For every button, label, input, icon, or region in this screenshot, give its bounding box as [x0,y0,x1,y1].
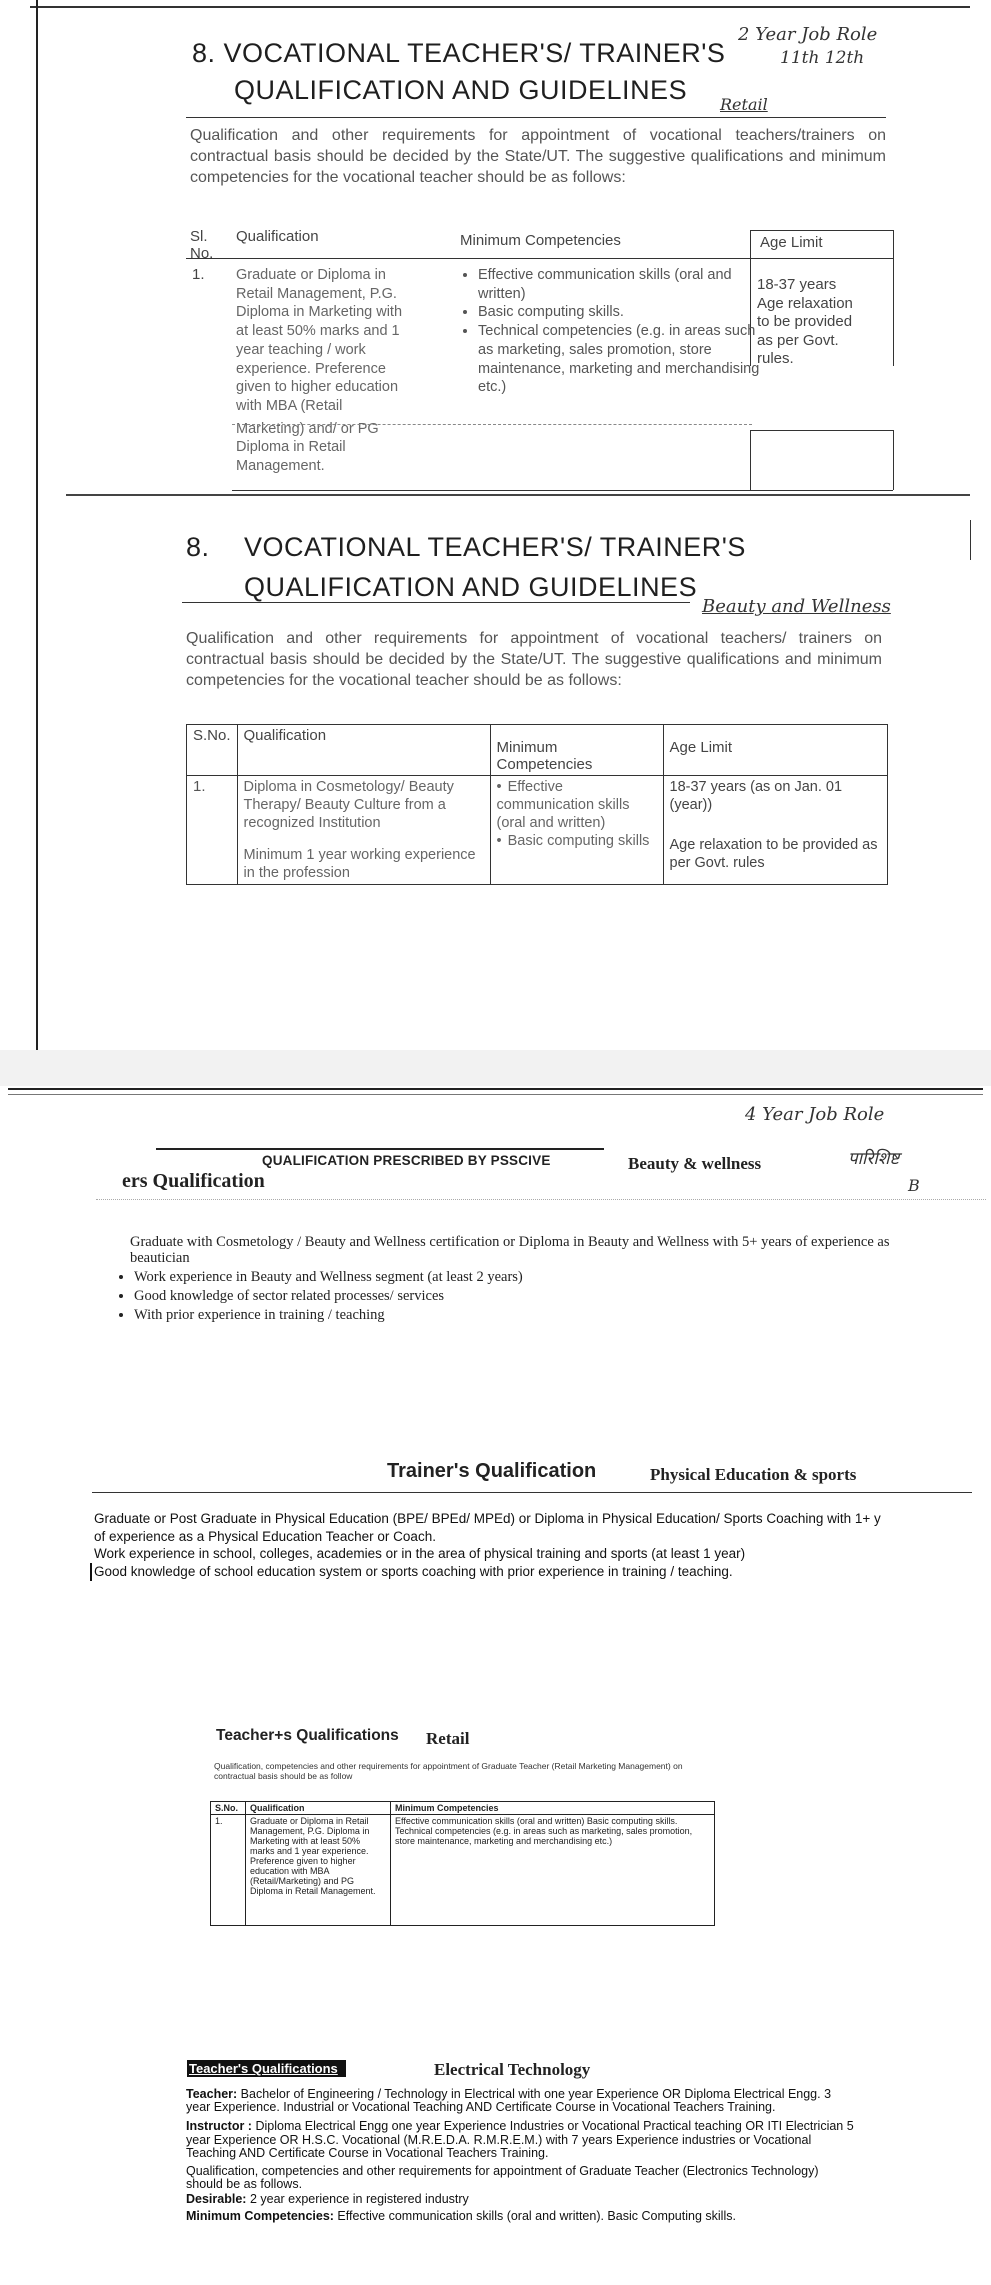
handwritten-classes: 11th 12th [780,48,865,68]
electrical-banner: Teacher's Qualifications [187,2060,346,2077]
retail-lower-col-rule [750,430,751,490]
retail-qual-line: Retail Management, P.G. [236,285,397,302]
beauty-th-sno: S.No. [187,725,238,776]
pe-heading-rule [92,1492,972,1493]
instructor-text: Diploma Electrical Engg one year Experience Industries or Vocational Practical teaching OR ITI Electrician 5 year Experience OR H.S.C. Vocational (M.R.E.D.A. R.M.R.E.M.) with 7 years Experience industries or Vocational Teaching AND Certificate Course in Vocational Teachers Training. [186,2119,854,2160]
retail-th-competencies: Minimum Competencies [460,232,621,249]
beauty-th-age: Age Limit [663,725,887,776]
beauty-qualification-b: Minimum 1 year working experience in the profession [243,847,476,881]
beauty-table-row [187,776,888,885]
electrical-subject: Electrical Technology [434,2060,591,2079]
min-comp-label: Minimum Competencies: [186,2208,334,2223]
retail-qual-line: Diploma in Retail [236,439,346,456]
page-right-mark [970,520,971,560]
page-left-rule [36,0,38,1050]
electrical-teacher-para [186,2088,854,2114]
beauty-age-a: 18-37 years (as on Jan. 01 (year)) [669,779,843,813]
age-line: rules. [757,350,794,367]
beauty-qualification-a: Diploma in Cosmetology/ Beauty Therapy/ Beauty Culture from a recognized Institution [243,779,454,831]
page2-top-rule-2 [8,1094,983,1095]
electrical-mincomp-para [186,2210,854,2223]
pe-margin-mark [90,1563,92,1581]
retail-heading-underline [186,117,886,118]
psscive-subject: Beauty & wellness [628,1154,762,1173]
retail-table-right-rule [893,230,894,366]
retail-qual-line: given to higher education [236,379,399,396]
retail-page-break-rule [232,424,752,425]
retail-lower-top-rule [750,430,893,431]
retail-small-row [211,1815,715,1926]
beauty-heading-line2: QUALIFICATION AND GUIDELINES [244,572,698,602]
instructor-label: Instructor : [186,2119,252,2134]
pe-heading: Trainer's Qualification [387,1460,597,1482]
scanned-page-2 [0,1086,991,2285]
psscive-subheading: ers Qualification [122,1170,265,1192]
retail-lower-bottom-rule [232,490,893,491]
competency-item: • Technical competencies (e.g. in areas such as marketing, sales promotion, store maintenance, marketing and merchandising etc.) [478,322,768,397]
retail-small-table [210,1801,715,1926]
retail-lower-right-rule [893,430,894,490]
competency-item: • Effective communication skills (oral and written) [478,266,768,303]
teacher-text: Bachelor of Engineering / Technology in Electrical with one year Experience OR Diploma Electrical Engg. 3 year Experience. Industrial or Vocational Teaching AND Certificate Course in Vocational Teachers Training. [186,2087,832,2115]
psscive-bullet: • Work experience in Beauty and Wellness segment (at least 2 years) [134,1268,934,1287]
age-line: as per Govt. [757,331,839,349]
beauty-row-competencies [490,776,663,885]
page2-top-rule [8,1088,983,1090]
retail-small-th-qualification: Qualification [246,1802,391,1815]
retail-table-rule [186,258,894,259]
retail-small-th-competencies: Minimum Competencies [391,1802,715,1815]
psscive-bullet-list [112,1268,934,1325]
beauty-th-qualification: Qualification [237,725,490,776]
beauty-heading-underline [182,602,690,603]
psscive-paragraph: Graduate with Cosmetology / Beauty and Wellness certification or Diploma in Beauty and Wellness with 5+ years of experience as beautician [130,1234,890,1266]
retail-th-age: Age Limit [760,234,823,251]
handwritten-subject-beauty: Beauty and Wellness [702,596,891,617]
retail-qual-line: Marketing) and/ or PG [236,420,379,437]
retail-th-sno: Sl. No. [190,228,214,262]
retail-heading-line1: 8. VOCATIONAL TEACHER'S/ TRAINER'S [192,38,726,68]
retail-qual-line: Diploma in Marketing with [236,304,403,321]
psscive-banner: QUALIFICATION PRESCRIBED BY PSSCIVE [262,1153,551,1168]
min-comp-text: Effective communication skills (oral and written). Basic Computing skills. [337,2208,736,2223]
retail-row-sno: 1. [192,266,205,283]
retail-qual-line: Graduate or Diploma in [236,267,386,283]
retail-row-qualification [236,266,436,476]
handwritten-job-role: 2 Year Job Role [738,24,878,45]
beauty-age-b: Age relaxation to be provided as per Govt. rules [669,837,878,871]
retail-small-th-sno: S.No. [211,1802,246,1815]
age-line: 18-37 years [757,276,837,293]
handwritten-letter: B [908,1176,920,1195]
psscive-bullet: • Good knowledge of sector related processes/ services [134,1287,934,1306]
age-line: Age relaxation [757,294,853,312]
electrical-content [186,2088,854,2223]
pe-subject: Physical Education & sports [650,1465,857,1484]
psscive-bullet: • With prior experience in training / teaching [134,1306,934,1325]
psscive-banner-rule [156,1148,604,1150]
retail-qual-line: experience. Preference [236,360,386,377]
desirable-label: Desirable: [186,2192,247,2207]
section-divider [66,494,970,496]
retail-small-heading: Teacher+s Qualifications [216,1727,399,1744]
beauty-table-header-row [187,725,888,776]
electrical-instructor-para [186,2120,854,2160]
beauty-intro-paragraph: Qualification and other requirements for appointment of vocational teachers/ trainers on contractual basis should be decided by the State/UT. The suggestive qualifications and minimum competencies for the vocational teacher should be as follows: [186,630,882,689]
retail-small-qualification: Graduate or Diploma in Retail Management, P.G. Diploma in Marketing with at least 50% marks and 1 year experience. Preference given to higher education with MBA (Retail/Marketing) and PG Diploma in Retail Management. [246,1815,391,1926]
beauty-row-qualification [237,776,490,885]
retail-table-top-rule [750,230,893,231]
retail-qual-line: Management. [236,458,325,475]
beauty-qualification-table [186,724,888,885]
retail-qual-line: with MBA (Retail [236,397,343,414]
retail-qual-line: at least 50% marks and 1 [236,323,400,340]
page-top-rule [30,6,970,8]
handwritten-subject-retail: Retail [720,95,768,114]
desirable-text: 2 year experience in registered industry [249,2192,469,2207]
retail-qual-line: year teaching / work [236,341,366,358]
handwritten-job-role-4yr: 4 Year Job Role [745,1104,885,1125]
beauty-heading-line1: VOCATIONAL TEACHER'S/ TRAINER'S [244,532,746,562]
retail-competencies-list [452,266,768,397]
retail-small-header-row [211,1802,715,1815]
retail-small-subject: Retail [426,1729,470,1748]
retail-heading-line2: QUALIFICATION AND GUIDELINES [234,75,688,105]
beauty-row-sno: 1. [187,776,238,885]
electrical-qualification-para: Qualification, competencies and other requirements for appointment of Graduate Teacher (Electronics Technology) should be as follows. [186,2164,819,2192]
handwritten-hindi: पारिशिष्ट [848,1149,900,1169]
beauty-row-age [663,776,887,885]
beauty-th-competencies: Minimum Competencies [490,725,663,776]
teacher-label: Teacher: [186,2087,238,2101]
retail-small-sno: 1. [211,1815,246,1926]
competency-item: • Basic computing skills. [478,303,768,322]
retail-intro-paragraph: Qualification and other requirements for appointment of vocational teachers/trainers on contractual basis should be decided by the State/UT. The suggestive qualifications and minimum competencies for the vocational teacher should be as follows: [190,127,886,186]
beauty-competency-2: • Basic computing skills [497,832,657,850]
page-gap [0,1050,991,1086]
retail-small-competencies: Effective communication skills (oral and written) Basic computing skills. Technical competencies (e.g. in areas such as marketing, sales promotion, store maintenance, marketing and merchandising etc.) [391,1815,715,1926]
pe-line: Graduate or Post Graduate in Physical Education (BPE/ BPEd/ MPEd) or Diploma in Physical Education/ Sports Coaching with 1+ y [94,1511,881,1526]
retail-th-qualification: Qualification [236,228,319,245]
beauty-heading-number: 8. [186,532,210,562]
pe-line: of experience as a Physical Education Teacher or Coach. [94,1528,436,1544]
retail-small-intro [214,1762,683,1781]
pe-line: Work experience in school, colleges, academies or in the area of physical training and sports (at least 1 year) [94,1546,746,1561]
pe-paragraph [94,1510,974,1580]
beauty-competency-1: • Effective communication skills (oral and written) [497,778,657,832]
psscive-subheading-rule [96,1199,986,1200]
retail-small-intro-line: Qualification, competencies and other requirements for appointment of Graduate Teacher (Retail Marketing Management) on [214,1761,683,1771]
electrical-desirable-para [186,2193,854,2206]
pe-line: Good knowledge of school education system or sports coaching with prior experience in training / teaching. [94,1563,733,1579]
scanned-page-1 [0,0,991,1050]
age-line: to be provided [757,313,853,330]
retail-small-intro-line: contractual basis should be as follow [214,1770,353,1781]
retail-row-age [757,276,853,369]
